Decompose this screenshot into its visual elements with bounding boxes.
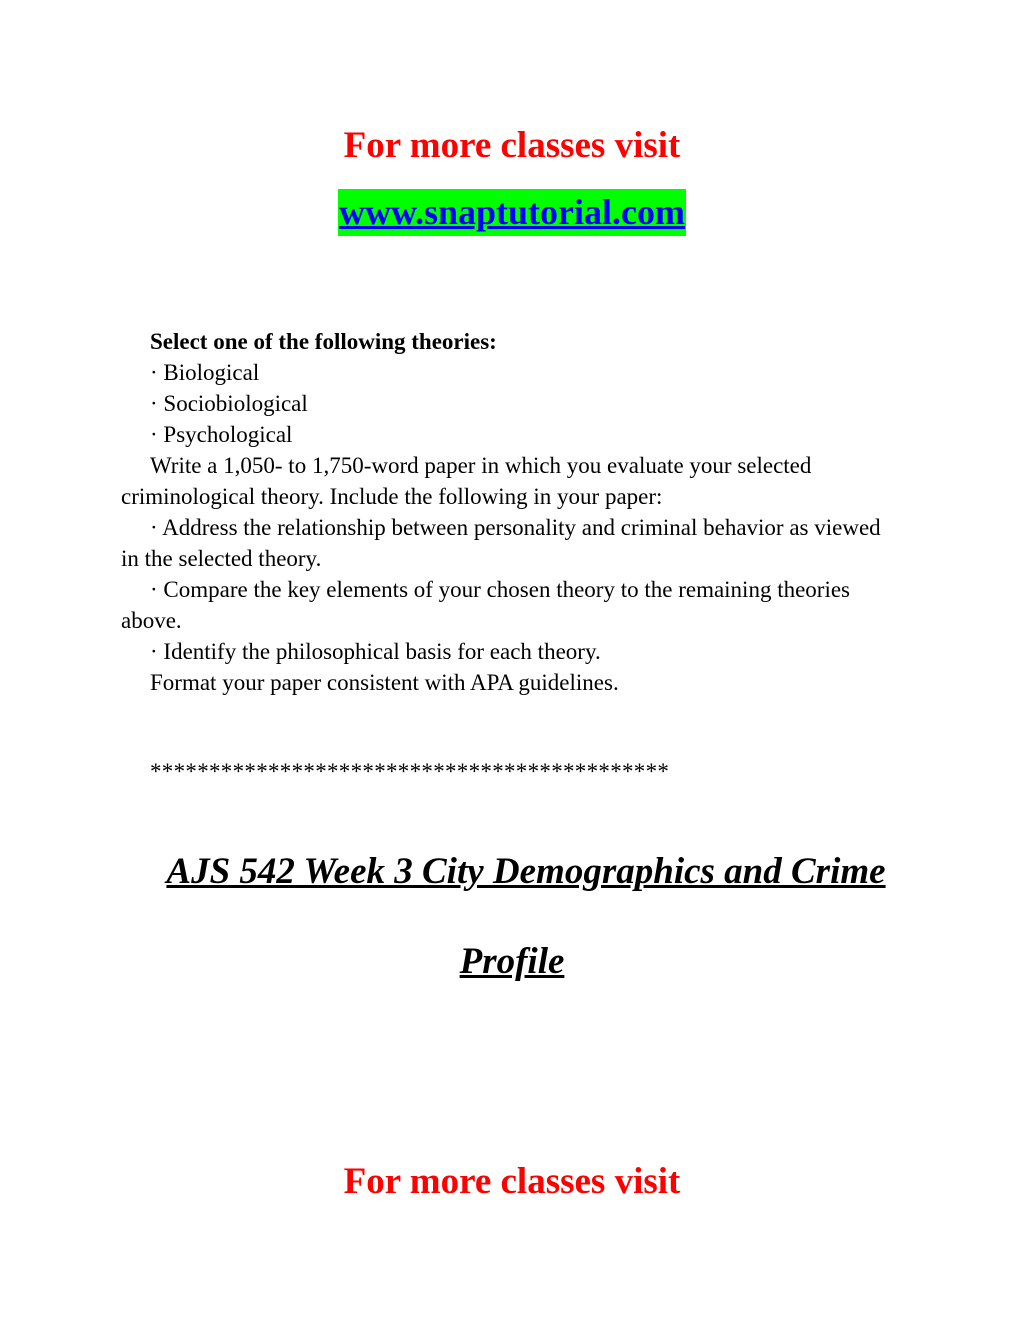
footer-promo-heading: For more classes visit [343,1161,681,1202]
format-note: Format your paper consistent with APA guidelines. [150,670,619,695]
site-link-container [0,189,1024,236]
theory-item: · Sociobiological [150,391,308,416]
course-title-line-1[interactable] [14,850,1024,894]
assignment-instructions: Write a 1,050- to 1,750-word paper in which you evaluate your selected criminological theory. Include the following in your paper: [121,453,812,509]
requirement-item: · Compare the key elements of your chosen theory to the remaining theories above. [121,577,851,633]
theory-item: · Psychological [150,422,293,447]
course-title-text: AJS 542 Week 3 City Demographics and Crime [166,851,886,892]
promo-heading: For more classes visit [343,125,681,166]
course-title-text: Profile [459,941,565,982]
course-title-line-2[interactable] [0,940,1024,984]
assignment-intro: Select one of the following theories: [150,329,497,354]
assignment-body [121,326,901,698]
requirement-item: · Identify the philosophical basis for each theory. [150,639,601,664]
requirement-item: · Address the relationship between personality and criminal behavior as viewed in the selected theory. [121,515,881,571]
theory-item: · Biological [150,360,260,385]
separator-line: ******************************************** [150,759,670,784]
site-link[interactable]: www.snaptutorial.com [338,189,686,236]
